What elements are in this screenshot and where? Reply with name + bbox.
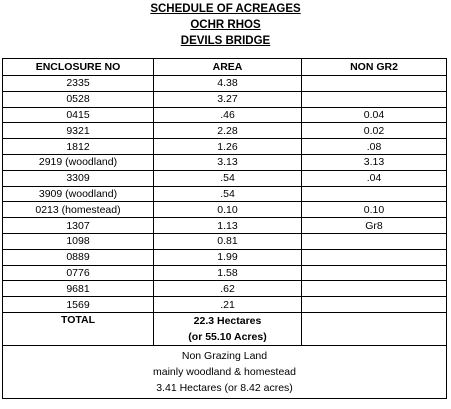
cell-enclosure-no: 1812 — [3, 139, 154, 155]
cell-enclosure-no: 1569 — [3, 297, 154, 313]
table-row — [3, 76, 447, 92]
table-row — [3, 154, 447, 170]
cell-non-gr2 — [302, 233, 447, 249]
table-row — [3, 139, 447, 155]
note-row — [3, 345, 447, 398]
cell-area: 1.13 — [154, 218, 302, 234]
cell-area: .46 — [154, 107, 302, 123]
cell-non-gr2: .04 — [302, 170, 447, 186]
document-heading — [0, 1, 451, 49]
table-row — [3, 281, 447, 297]
cell-area: .54 — [154, 170, 302, 186]
heading-sublocation: DEVILS BRIDGE — [180, 35, 271, 47]
total-non-gr2 — [302, 312, 447, 345]
header-area: AREA — [154, 59, 302, 76]
cell-area: 1.26 — [154, 139, 302, 155]
table-row — [3, 107, 447, 123]
cell-area: 1.99 — [154, 249, 302, 265]
table-row — [3, 186, 447, 202]
cell-enclosure-no: 3309 — [3, 170, 154, 186]
table-row — [3, 91, 447, 107]
table-row — [3, 297, 447, 313]
cell-area: 3.13 — [154, 154, 302, 170]
cell-enclosure-no: 3909 (woodland) — [3, 186, 154, 202]
cell-enclosure-no: 1307 — [3, 218, 154, 234]
cell-non-gr2: .08 — [302, 139, 447, 155]
cell-area: 0.10 — [154, 202, 302, 218]
table-row — [3, 249, 447, 265]
total-area-hectares: 22.3 Hectares — [193, 314, 262, 327]
total-area-acres: (or 55.10 Acres) — [188, 330, 267, 343]
table-row — [3, 170, 447, 186]
cell-enclosure-no: 2919 (woodland) — [3, 154, 154, 170]
note-line-2: mainly woodland & homestead — [152, 365, 296, 378]
cell-non-gr2: 3.13 — [302, 154, 447, 170]
table-row — [3, 265, 447, 281]
acreage-table — [2, 58, 447, 399]
cell-area: .21 — [154, 297, 302, 313]
header-non-gr2: NON GR2 — [302, 59, 447, 76]
cell-area: 3.27 — [154, 91, 302, 107]
cell-enclosure-no: 1098 — [3, 233, 154, 249]
table-row — [3, 218, 447, 234]
cell-non-gr2 — [302, 76, 447, 92]
cell-area: 2.28 — [154, 123, 302, 139]
cell-enclosure-no: 9321 — [3, 123, 154, 139]
non-grazing-note — [3, 345, 447, 398]
cell-non-gr2 — [302, 265, 447, 281]
cell-enclosure-no: 9681 — [3, 281, 154, 297]
cell-area: .62 — [154, 281, 302, 297]
cell-non-gr2: 0.02 — [302, 123, 447, 139]
cell-area: 4.38 — [154, 76, 302, 92]
cell-area: 1.58 — [154, 265, 302, 281]
cell-non-gr2 — [302, 297, 447, 313]
heading-location: OCHR RHOS — [190, 19, 261, 31]
total-area — [154, 312, 302, 345]
table-row — [3, 202, 447, 218]
header-enclosure-no: ENCLOSURE NO — [3, 59, 154, 76]
cell-non-gr2 — [302, 249, 447, 265]
cell-area: .54 — [154, 186, 302, 202]
table-row — [3, 233, 447, 249]
cell-non-gr2 — [302, 186, 447, 202]
cell-enclosure-no: 2335 — [3, 76, 154, 92]
cell-enclosure-no: 0776 — [3, 265, 154, 281]
table-body — [3, 76, 447, 313]
cell-non-gr2: 0.10 — [302, 202, 447, 218]
cell-non-gr2 — [302, 281, 447, 297]
cell-enclosure-no: 0528 — [3, 91, 154, 107]
table-row — [3, 123, 447, 139]
heading-title: SCHEDULE OF ACREAGES — [150, 3, 301, 15]
cell-non-gr2 — [302, 91, 447, 107]
note-line-1: Non Grazing Land — [181, 349, 268, 362]
total-label: TOTAL — [3, 312, 154, 345]
cell-enclosure-no: 0889 — [3, 249, 154, 265]
total-row — [3, 312, 447, 345]
cell-non-gr2: 0.04 — [302, 107, 447, 123]
table-header-row — [3, 59, 447, 76]
cell-area: 0.81 — [154, 233, 302, 249]
cell-enclosure-no: 0213 (homestead) — [3, 202, 154, 218]
cell-enclosure-no: 0415 — [3, 107, 154, 123]
cell-non-gr2: Gr8 — [302, 218, 447, 234]
note-line-3: 3.41 Hectares (or 8.42 acres) — [156, 381, 293, 394]
